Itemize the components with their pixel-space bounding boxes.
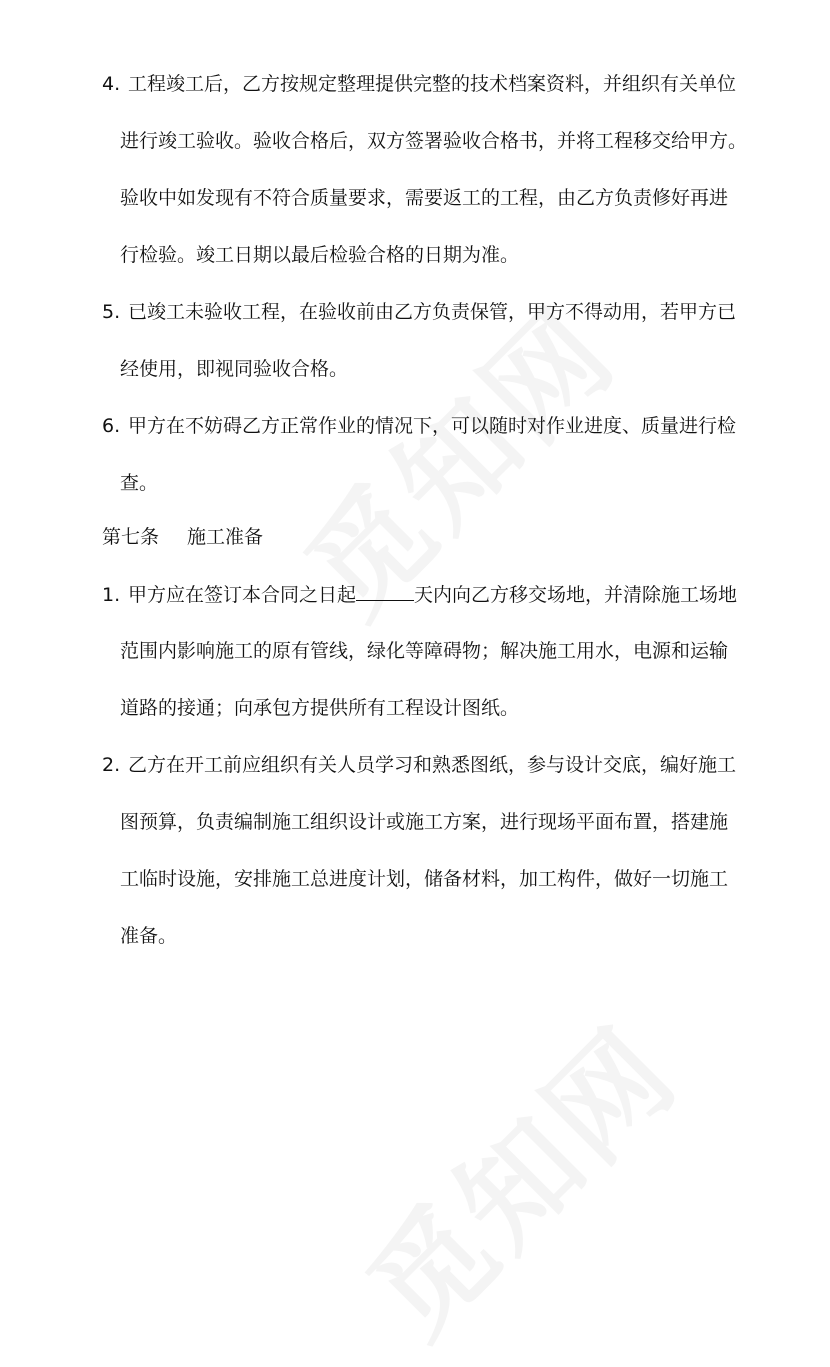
- section-item-2-line-2: 图预算，负责编制施工组织设计或施工方案，进行现场平面布置，搭建施: [120, 811, 729, 833]
- section-item-1-line-3: 道路的接通；向承包方提供所有工程设计图纸。: [120, 697, 520, 719]
- section-item-2-line-1: [102, 753, 736, 777]
- list-item-text: 乙方在开工前应组织有关人员学习和熟悉图纸，参与设计交底，编好施工: [128, 754, 737, 776]
- list-item-number: 1.: [102, 584, 121, 606]
- list-item-text: 甲方应在签订本合同之日起: [128, 584, 357, 606]
- list-item-number: 4.: [102, 73, 121, 95]
- section-item-1-line-1: [102, 582, 737, 607]
- list-item-text: 已竣工未验收工程，在验收前由乙方负责保管，甲方不得动用，若甲方已: [128, 301, 737, 323]
- list-item-4-line-3: 验收中如发现有不符合质量要求，需要返工的工程，由乙方负责修好再进: [120, 187, 729, 209]
- section-label: 第七条: [102, 526, 160, 548]
- list-item-number: 6.: [102, 415, 121, 437]
- list-item-4-line-4: 行检验。竣工日期以最后检验合格的日期为准。: [120, 244, 520, 266]
- list-item-4-line-2: 进行竣工验收。验收合格后，双方签署验收合格书，并将工程移交给甲方。: [120, 130, 748, 152]
- watermark: [324, 983, 707, 1366]
- section-item-2-line-4: 准备。: [120, 925, 178, 947]
- fill-in-blank[interactable]: [356, 582, 414, 601]
- list-item-number: 5.: [102, 301, 121, 323]
- list-item-5-line-1: [102, 300, 736, 324]
- list-item-4-line-1: [102, 72, 736, 96]
- section-title: 施工准备: [187, 526, 264, 548]
- list-item-5-line-2: 经使用，即视同验收合格。: [120, 358, 349, 380]
- list-item-text: 工程竣工后，乙方按规定整理提供完整的技术档案资料，并组织有关单位: [128, 73, 737, 95]
- list-item-6-line-1: [102, 414, 736, 438]
- section-item-1-line-2: 范围内影响施工的原有管线，绿化等障碍物；解决施工用水，电源和运输: [120, 640, 729, 662]
- section-item-2-line-3: 工临时设施，安排施工总进度计划，储备材料，加工构件，做好一切施工: [120, 868, 729, 890]
- section-heading: [102, 525, 263, 549]
- list-item-text: 天内向乙方移交场地，并清除施工场地: [414, 584, 738, 606]
- list-item-text: 甲方在不妨碍乙方正常作业的情况下，可以随时对作业进度、质量进行检: [128, 415, 737, 437]
- list-item-number: 2.: [102, 754, 121, 776]
- list-item-6-line-2: 查。: [120, 472, 159, 494]
